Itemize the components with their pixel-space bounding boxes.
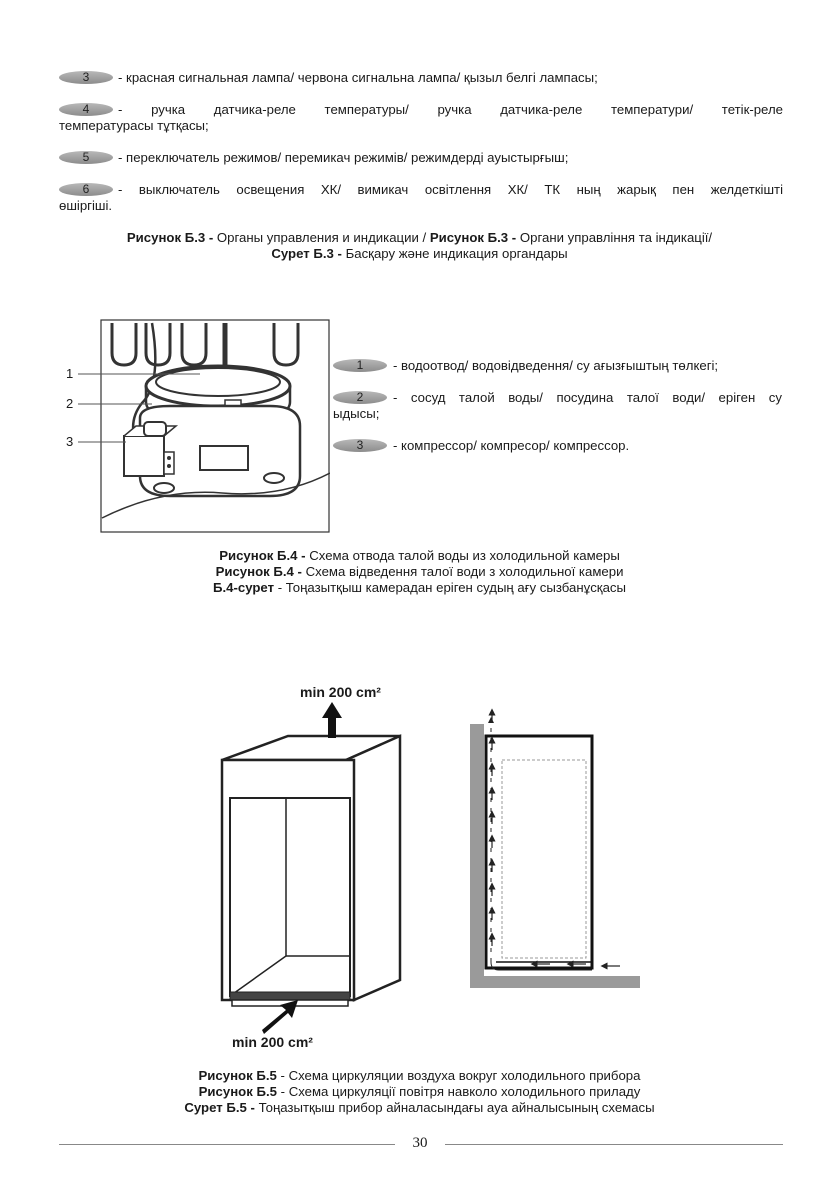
- footer-rule-left: [59, 1144, 395, 1145]
- b4-legend-text-2-line2: ыдысы;: [333, 406, 380, 421]
- fig-b3-caption-line1: Рисунок Б.3 - Органы управления и индикации / Рисунок Б.3 - Органи управління та індикації/: [126, 230, 713, 245]
- air-circulation-diagram: [200, 700, 640, 1040]
- legend-text-3: - красная сигнальная лампа/ червона сигнальна лампа/ қызыл белгі лампасы;: [118, 70, 598, 85]
- compressor-drain-illustration: [60, 318, 330, 534]
- fig-b4-caption-line1: Рисунок Б.4 - Схема отвода талой воды из холодильной камеры: [219, 548, 620, 563]
- fig-b5-caption-line1: Рисунок Б.5 - Схема циркуляции воздуха вокруг холодильного прибора: [198, 1068, 641, 1083]
- fig-b3-caption-line2: Сурет Б.3 - Басқару және индикация органдары: [271, 246, 568, 261]
- legend-text-5: - переключатель режимов/ перемикач режимів/ режимдерді ауыстырғыш;: [118, 150, 569, 165]
- footer-rule-right: [445, 1144, 783, 1145]
- fig-b4-label-3: 3: [66, 434, 74, 449]
- page-number: 30: [412, 1135, 428, 1151]
- fig-b5-caption-line2: Рисунок Б.5 - Схема циркуляції повітря навколо холодильного приладу: [198, 1084, 641, 1099]
- b4-legend-text-2-line1: - сосуд талой воды/ посудина талої води/ еріген су: [393, 390, 782, 405]
- fig-b5-top-label: min 200 cm²: [300, 684, 381, 700]
- air-out-arrow: [322, 702, 342, 738]
- b4-legend-badge-2: 2: [333, 391, 387, 404]
- b4-legend-badge-1: 1: [333, 359, 387, 372]
- fig-b4-label-1: 1: [66, 366, 74, 381]
- legend-badge-3: 3: [59, 71, 113, 84]
- legend-text-4-line1: - ручка датчика-реле температуры/ ручка датчика-реле температури/ тетік-реле: [118, 102, 783, 117]
- legend-badge-4: 4: [59, 103, 113, 116]
- legend-text-6-line2: өшіргіші.: [59, 198, 113, 213]
- b4-legend-text-1: - водоотвод/ водовідведення/ су ағызғыштың төлкегі;: [393, 358, 719, 373]
- fig-b5-caption-line3: Сурет Б.5 - Тоңазытқыш прибор айналасындағы ауа айналысының схемасы: [184, 1100, 655, 1115]
- b4-legend-text-3: - компрессор/ компресор/ компрессор.: [393, 438, 630, 453]
- fig-b4-caption-line2: Рисунок Б.4 - Схема відведення талої води з холодильної камери: [215, 564, 624, 579]
- side-section-illustration: [470, 712, 640, 988]
- legend-text-4-line2: температурасы тұтқасы;: [59, 118, 209, 133]
- legend-text-6-line1: - выключатель освещения ХК/ вимикач освітлення ХК/ ТК ның жарық пен желдеткішті: [118, 182, 783, 197]
- legend-badge-5: 5: [59, 151, 113, 164]
- fig-b5-bottom-label: min 200 cm²: [232, 1034, 313, 1050]
- fig-b4-label-2: 2: [66, 396, 74, 411]
- legend-badge-6: 6: [59, 183, 113, 196]
- cabinet-illustration: [222, 736, 400, 1006]
- fig-b4-caption-line3: Б.4-сурет - Тоңазытқыш камерадан еріген судың ағу сызбанұсқасы: [213, 580, 626, 595]
- b4-legend-badge-3: 3: [333, 439, 387, 452]
